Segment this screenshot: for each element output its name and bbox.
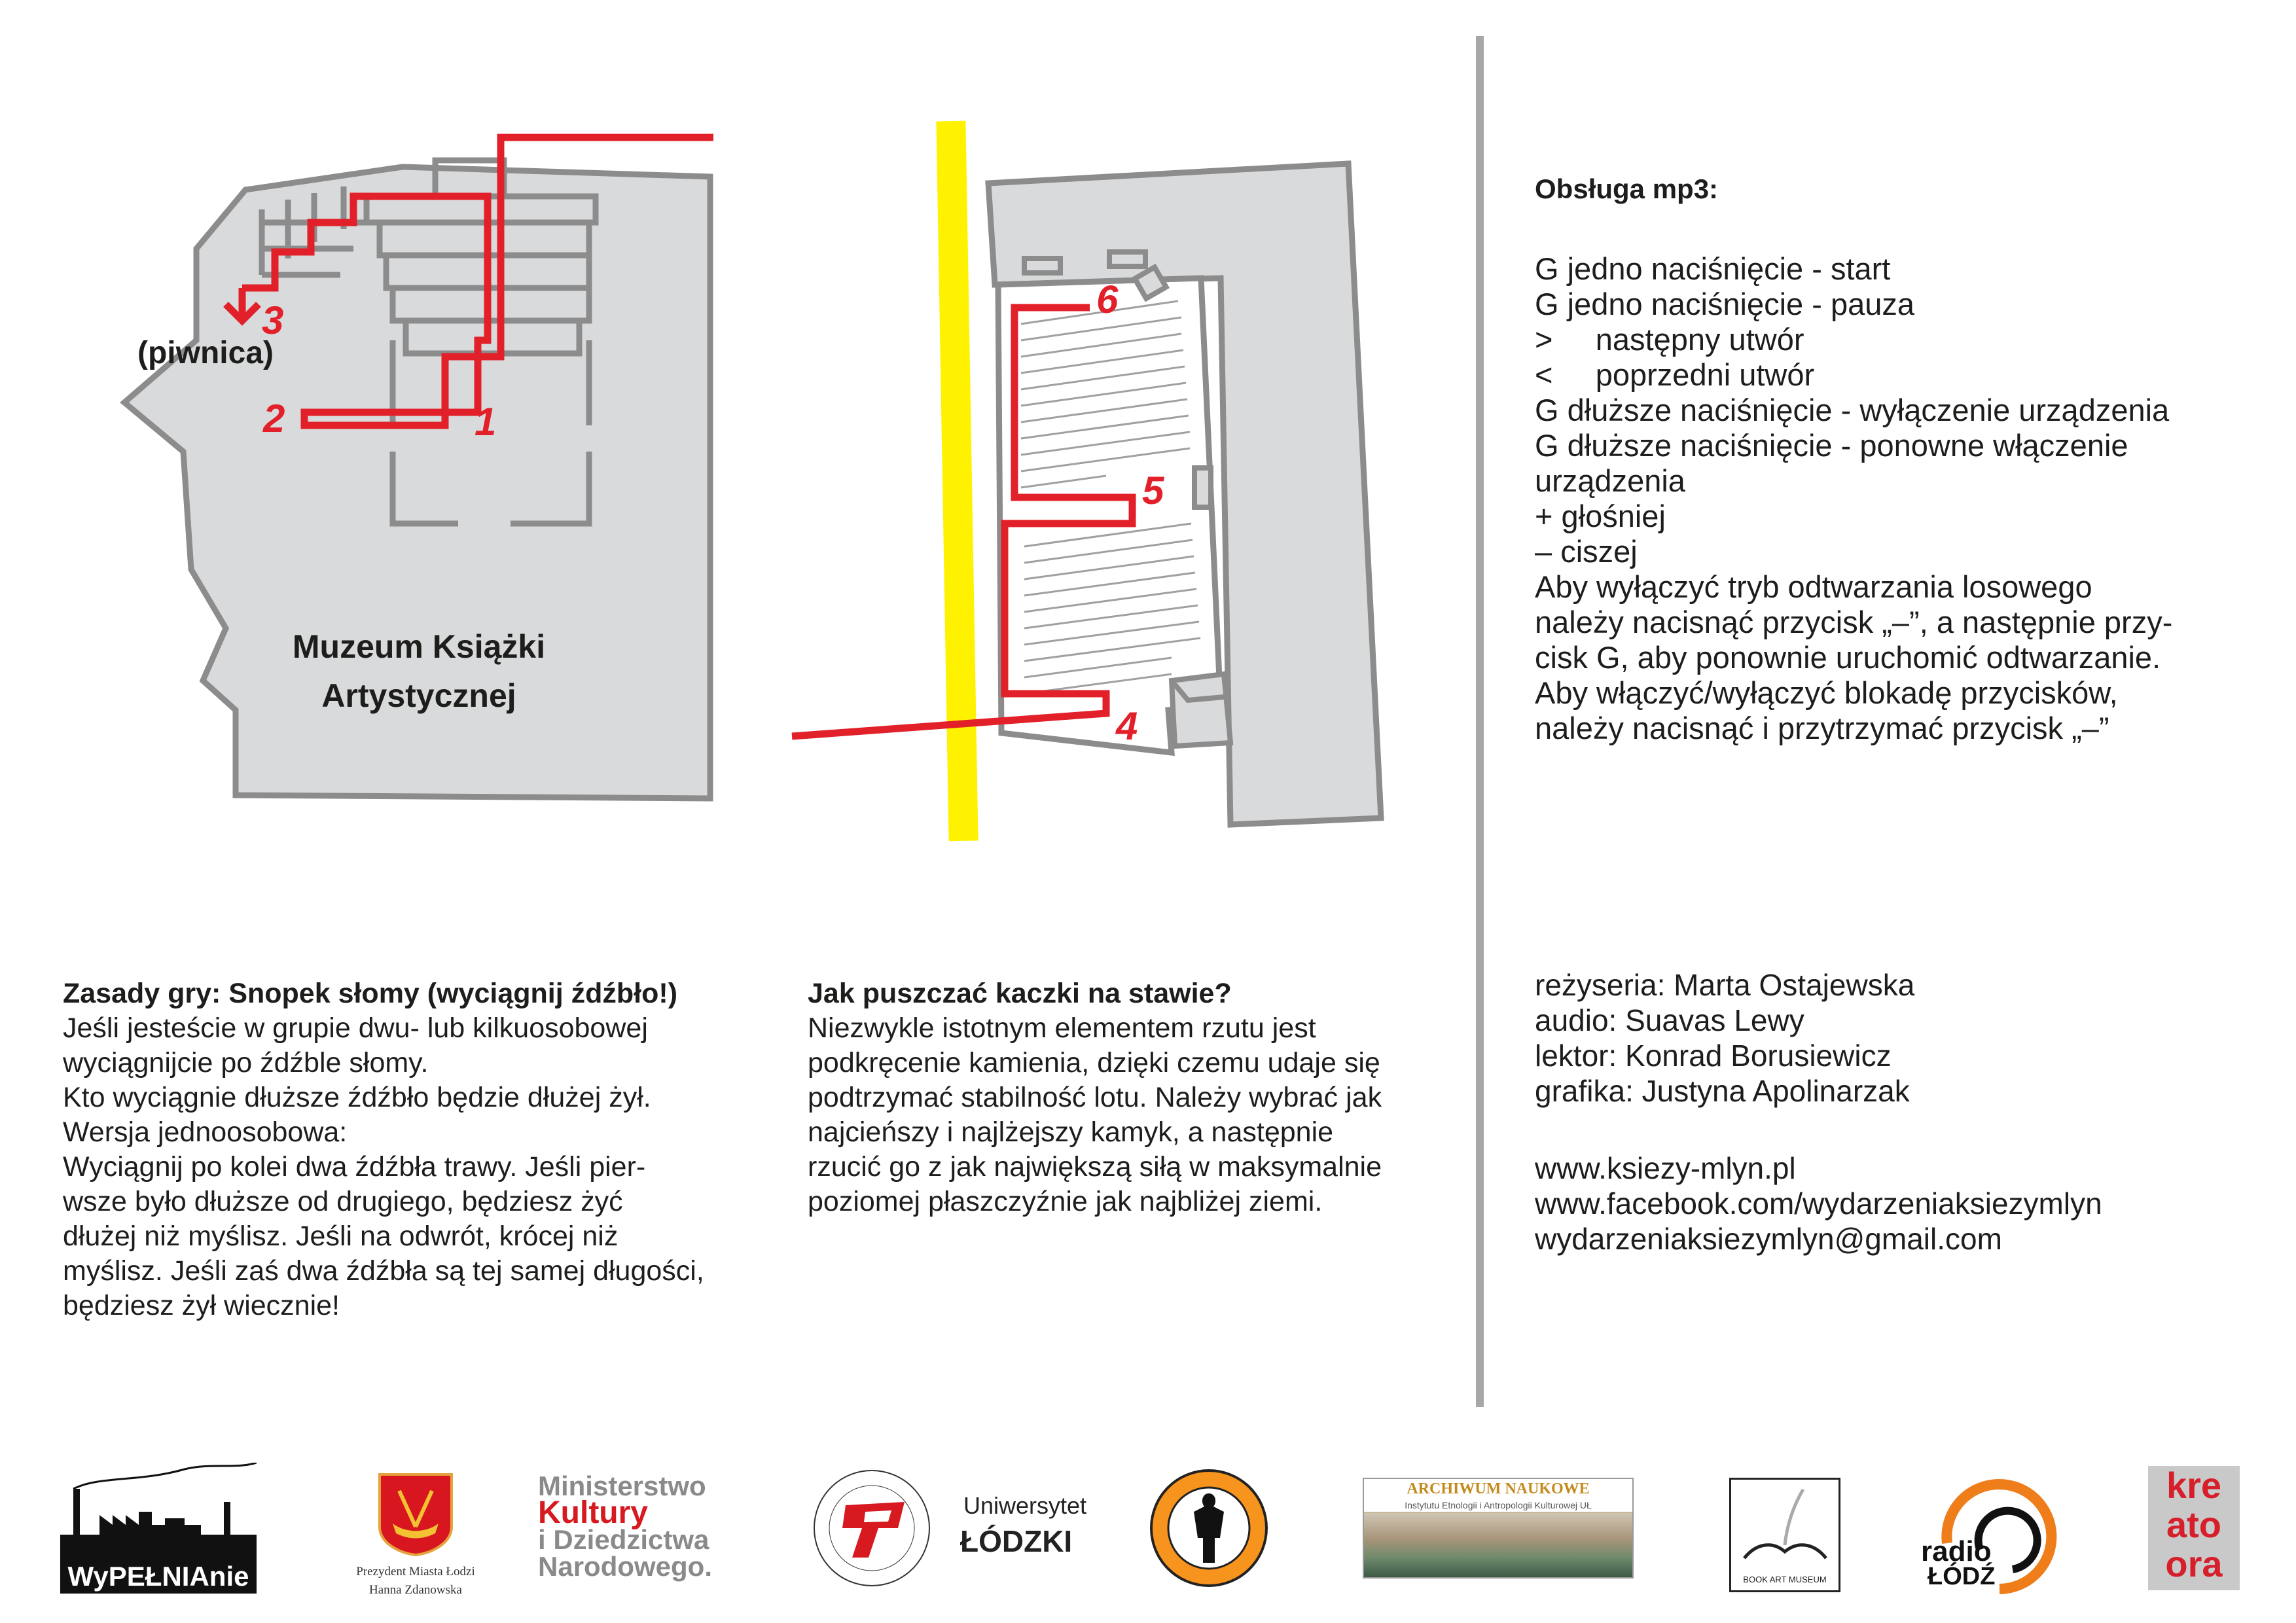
credit-line: grafika: Justyna Apolinarzak xyxy=(1535,1074,1910,1108)
credit-link[interactable]: www.ksiezy-mlyn.pl xyxy=(1535,1151,1796,1185)
mp3-line: Aby włączyć/wyłączyć blokadę przycisków, xyxy=(1535,675,2118,710)
marker-4: 4 xyxy=(1116,704,1138,748)
logo-uniwersytet xyxy=(806,1466,1087,1590)
credit-line: audio: Suavas Lewy xyxy=(1535,1003,1804,1037)
logo-archiwum xyxy=(1363,1478,1634,1578)
street xyxy=(936,121,978,842)
book-art-icon xyxy=(1731,1480,1839,1571)
rules-line: dłużej niż myślisz. Jeśli na odwrót, krócej niż xyxy=(63,1221,619,1252)
rules-line: Jeśli jesteście w grupie dwu- lub kilkuosobowej xyxy=(63,1012,648,1044)
marker-5: 5 xyxy=(1142,469,1164,512)
mp3-title: Obsługa mp3: xyxy=(1535,173,1719,204)
wypelnianie-text: WyPEŁNIAnie xyxy=(60,1561,257,1592)
mp3-line: Aby wyłączyć tryb odtwarzania losowego xyxy=(1535,569,2092,604)
rules-line: wyciągnijcie po źdźble słomy. xyxy=(63,1047,429,1079)
marker-1: 1 xyxy=(475,400,497,444)
mp3-line: < poprzedni utwór xyxy=(1535,357,1815,392)
mp3-instructions xyxy=(1535,171,2274,746)
ministerstwo-line2: Kultury xyxy=(538,1495,648,1530)
prezydent-line1: Prezydent Miasta Łodzi xyxy=(356,1565,475,1578)
archiwum-photo xyxy=(1364,1513,1632,1577)
museum-label-line2: Artystycznej xyxy=(321,677,516,714)
mp3-line: + głośniej xyxy=(1535,499,1666,533)
ducks-line: podtrzymać stabilność lotu. Należy wybrać jak xyxy=(808,1082,1382,1113)
marker-3: 3 xyxy=(262,298,284,342)
credit-link[interactable]: wydarzeniaksiezymlyn@gmail.com xyxy=(1535,1222,2002,1256)
logo-instytut xyxy=(1147,1466,1271,1590)
mp3-line: należy nacisnąć i przytrzymać przycisk „–” xyxy=(1535,711,2109,745)
mp3-line: – ciszej xyxy=(1535,534,1638,569)
mp3-line: G jedno naciśnięcie - start xyxy=(1535,251,1891,286)
radio-line1: radio xyxy=(1921,1535,1992,1567)
rules-line: będziesz żył wiecznie! xyxy=(63,1290,340,1321)
ducks-line: rzucić go z jak największą siłą w maksymalnie xyxy=(808,1151,1382,1183)
uniwersytet-line2: ŁÓDZKI xyxy=(960,1524,1073,1558)
kreatora-line3: ora xyxy=(2165,1543,2223,1584)
instytut-seal-icon xyxy=(1147,1466,1271,1590)
coat-of-arms-icon xyxy=(331,1471,501,1556)
archiwum-title: ARCHIWUM NAUKOWE xyxy=(1364,1479,1632,1499)
mp3-line: G jedno naciśnięcie - pauza xyxy=(1535,287,1915,321)
university-seal-icon xyxy=(806,1466,937,1590)
logo-wypelnianie xyxy=(60,1463,257,1594)
credit-line: reżyseria: Marta Ostajewska xyxy=(1535,968,1915,1002)
ducks-line: najcieńszy i najlżejszy kamyk, a następnie xyxy=(808,1116,1334,1148)
credit-line: lektor: Konrad Borusiewicz xyxy=(1535,1039,1892,1073)
ducks-title: Jak puszczać kaczki na stawie? xyxy=(808,978,1232,1009)
prezydent-line2: Hanna Zdanowska xyxy=(369,1583,462,1597)
museum-label-line1: Muzeum Książki xyxy=(292,628,546,665)
mp3-line: należy nacisnąć przycisk „–”, a następnie przy- xyxy=(1535,605,2173,639)
logo-prezydent xyxy=(331,1471,501,1596)
ministerstwo-line3: i Dziedzictwa xyxy=(538,1524,709,1555)
mp3-line: urządzenia xyxy=(1535,463,1685,498)
basement-label: (piwnica) xyxy=(137,336,274,370)
credit-link[interactable]: www.facebook.com/wydarzeniaksiezymlyn xyxy=(1535,1186,2102,1221)
rules-line: wsze było dłuższe od drugiego, będziesz żyć xyxy=(63,1186,623,1217)
credit-lines xyxy=(1535,967,2274,1109)
credits xyxy=(1535,967,2274,1257)
logo-ministerstwo xyxy=(538,1472,734,1590)
rules-line: myślisz. Jeśli zaś dwa źdźbła są tej samej długości, xyxy=(63,1255,704,1287)
kreatora-line1: kre xyxy=(2166,1465,2222,1506)
ducks-line: poziomej płaszczyźnie jak najbliżej ziemi. xyxy=(808,1186,1323,1217)
game-rules-body xyxy=(63,1011,822,1323)
marker-6: 6 xyxy=(1096,277,1119,321)
mp3-line: cisk G, aby ponownie uruchomić odtwarzanie. xyxy=(1535,640,2161,675)
ministerstwo-line1: Ministerstwo xyxy=(538,1471,706,1501)
ducks-text xyxy=(808,976,1462,1219)
mp3-line: G dłuższe naciśnięcie - wyłączenie urządzenia xyxy=(1535,393,2170,427)
kreatora-line2: ato xyxy=(2166,1504,2221,1545)
game-rules xyxy=(63,976,822,1323)
credit-links xyxy=(1535,1150,2274,1257)
radio-line2: ŁÓDŹ xyxy=(1928,1563,1996,1590)
logo-book-art-museum xyxy=(1729,1478,1840,1592)
mp3-line: G dłuższe naciśnięcie - ponowne włączenie xyxy=(1535,428,2128,463)
rules-line: Kto wyciągnie dłuższe źdźbło będzie dłużej żył. xyxy=(63,1082,651,1113)
column-divider xyxy=(1476,36,1484,1407)
ministerstwo-line4: Narodowego. xyxy=(538,1551,713,1582)
ducks-line: Niezwykle istotnym elementem rzutu jest xyxy=(808,1012,1316,1044)
logo-radio-lodz xyxy=(1921,1465,2058,1596)
map-museum xyxy=(124,137,713,798)
marker-2: 2 xyxy=(263,397,285,440)
rules-line: Wyciągnij po kolei dwa źdźbła trawy. Jeśli pier- xyxy=(63,1151,646,1183)
ducks-line: podkręcenie kamienia, dzięki czemu udaje się xyxy=(808,1047,1380,1079)
ducks-body xyxy=(808,1011,1462,1219)
mp3-lines xyxy=(1535,251,2274,746)
mp3-line: > następny utwór xyxy=(1535,322,1804,357)
archiwum-subtitle: Instytutu Etnologii i Antropologii Kulturowej UŁ xyxy=(1364,1499,1632,1512)
logo-kreatora xyxy=(2148,1466,2240,1590)
uniwersytet-line1: Uniwersytet xyxy=(963,1492,1087,1519)
book-art-text: BOOK ART MUSEUM xyxy=(1743,1575,1827,1584)
rules-line: Wersja jednoosobowa: xyxy=(63,1116,348,1148)
map-building-2 xyxy=(792,121,1381,842)
game-rules-title: Zasady gry: Snopek słomy (wyciągnij źdźbło!) xyxy=(63,978,678,1009)
